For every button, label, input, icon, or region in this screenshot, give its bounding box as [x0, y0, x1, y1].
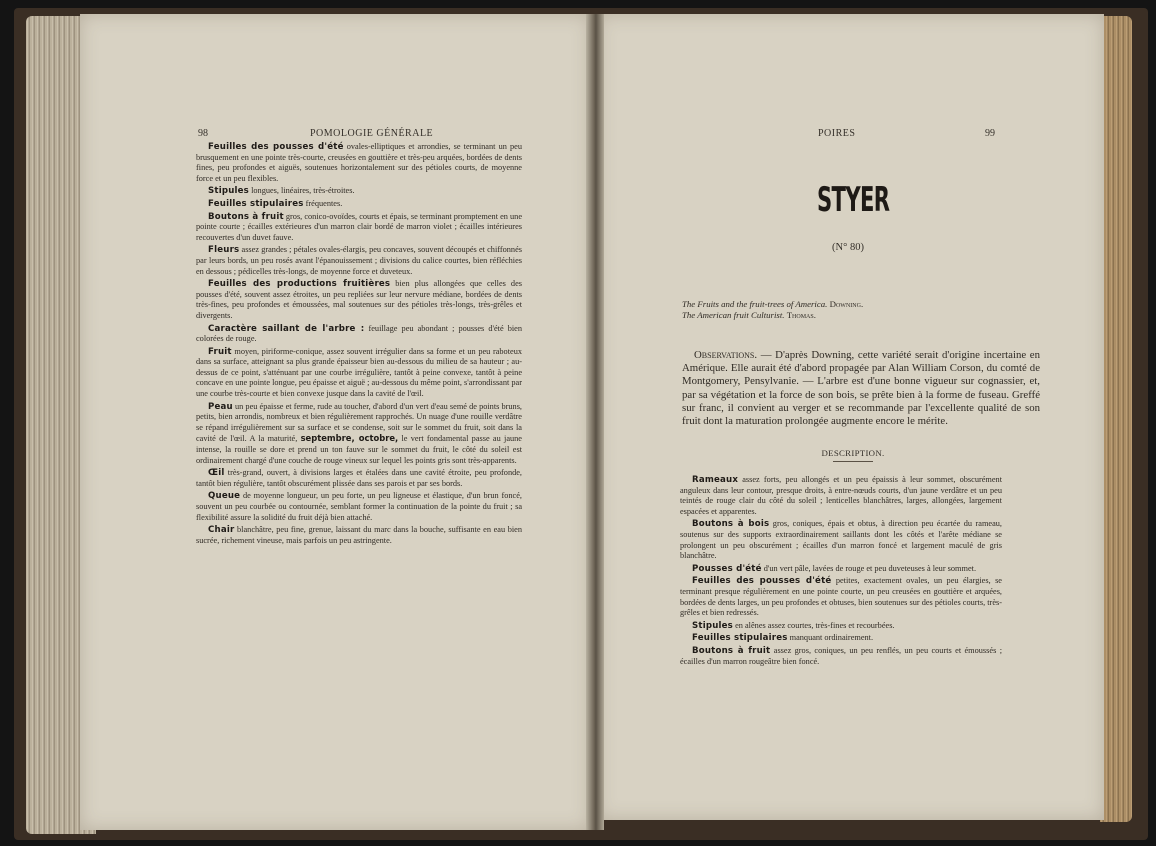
variety-number: (N° 80) — [832, 242, 864, 253]
paragraph-text: gros, conico-ovoïdes, courts et épais, se terminant promptement en une pointe courte ; écailles extérieures d'un marron clair bordé de marron violet ; écailles intérieures recouvertes d'un duvet fauve. — [196, 211, 523, 242]
paragraph-lead: Stipules — [208, 186, 250, 197]
paragraph-text: longues, linéaires, très-étroites. — [249, 186, 355, 196]
paragraph-lead: Feuilles stipulaires — [692, 633, 788, 644]
ripening-date: septembre, octobre, — [300, 433, 399, 444]
paragraph-text: blanchâtre, peu fine, grenue, laissant du marc dans la bouche, suffisante en eau bien sucrée, richement vineuse, mais parfois un peu astringente. — [196, 525, 522, 545]
paragraph — [680, 621, 1002, 632]
description-heading: DESCRIPTION. — [821, 448, 885, 458]
paragraph-text: de moyenne longueur, un peu forte, un peu ligneuse et élastique, d'un brun foncé, souvent un peu courbée ou contournée, semblant former la continuation de la pointe du fruit ; sa flexibilité assure la solidité du fruit déjà bien attaché. — [196, 491, 522, 522]
paragraph-text: petites, exactement ovales, un peu élargies, se terminant presque régulièrement en une pointe courte, un peu creusées en gouttière et arquées, bordées de dents larges, un peu profondes et obtuses, bien soutenues sur des pétioles courts, très-grêles et bien redressés. — [680, 576, 1002, 618]
right-running-head: POIRES — [818, 128, 856, 139]
paragraph-text: assez gros, coniques, un peu renflés, un peu courts et émoussés ; écailles d'un marron rougeâtre bien foncé. — [680, 645, 1002, 666]
paragraph-lead: Œil — [208, 468, 225, 479]
paragraph-lead: Feuilles des productions fruitières — [208, 279, 391, 290]
left-page-text — [196, 142, 522, 548]
paragraph-text: le vert fondamental passe au jaune intense, la rouille se dore et prend un ton fauve sur le sommet du fruit, le côté du soleil est ordinairement chargé d'une couche de rouge vineux sur lequel les points gris sont très-apparents. — [196, 434, 522, 465]
paragraph — [196, 279, 522, 321]
paragraph-lead: Feuilles des pousses d'été — [208, 142, 344, 152]
paragraph-lead: Stipules — [692, 620, 734, 631]
paragraph-text: en alênes assez courtes, très-fines et recourbées. — [733, 620, 895, 630]
paragraph-lead: Feuilles stipulaires — [208, 198, 304, 209]
paragraph — [196, 186, 522, 197]
paragraph-text: ovales-elliptiques et arrondies, se terminant un peu brusquement en une pointe très-courte, creusées en gouttière et très-peu arquées, bordées de dents fines, peu profondes et aiguës, soutenues horizontalement sur des pétioles courts, de moyenne force et un peu flexibles. — [196, 142, 522, 183]
paragraph — [196, 142, 522, 184]
right-page-number: 99 — [985, 128, 995, 139]
paragraph — [196, 212, 522, 244]
paragraph — [680, 475, 1002, 517]
paragraph-lead: Fleurs — [208, 245, 240, 256]
left-page-number: 98 — [198, 128, 208, 139]
paragraph — [196, 245, 522, 277]
paragraph-lead: Pousses d'été — [692, 563, 762, 574]
paragraph-lead: Boutons à fruit — [208, 211, 284, 222]
paragraph-text: d'un vert pâle, lavées de rouge et peu duveteuses à leur sommet. — [761, 563, 977, 573]
paragraph — [196, 525, 522, 546]
observations-text: — D'après Downing, cette variété serait d'origine incertaine en Amérique. Elle aurait été d'abord propagée par Alan William Corson, du comté de Montgomery, Pensylvanie. — L'arbre est d'une bonne vigueur sur cognassier, et, par sa végétation et la force de son bois, se prête bien à la forme de fuseau. Greffé sur franc, il convient au verger et se recommande par l'excellente qualité de son fruit dont la maturation prolongée augmente encore le mérite. — [682, 349, 1040, 428]
heading-rule — [833, 461, 873, 462]
paragraph-lead: Chair — [208, 525, 235, 536]
paragraph-text: un peu épaisse et ferme, rude au toucher, d'abord d'un vert d'eau semé de points bruns, petits, bien arrondis, nombreux et bien régulièrement rapprochés. Un nuage d'une rouille verdâtre se répand irrégulièrement sur sa surface et se condense, soit sur le sommet du fruit, soit dans la cavité de l'œil. A la maturité, — [196, 401, 522, 444]
paragraph — [680, 576, 1002, 618]
paragraph-lead: Fruit — [208, 346, 232, 357]
references — [682, 299, 1042, 321]
reference-item: The American fruit Culturist. Thomas. — [682, 310, 816, 320]
paragraph-lead: Queue — [208, 491, 241, 502]
paragraph — [196, 468, 522, 489]
paragraph-lead: Feuilles des pousses d'été — [692, 576, 832, 587]
paragraph-lead: Rameaux — [692, 475, 739, 485]
variety-title: STYER — [817, 180, 890, 220]
right-page-text — [680, 475, 1002, 669]
paragraph — [196, 199, 522, 210]
paragraph — [680, 564, 1002, 575]
paragraph-text: assez forts, peu allongés et un peu épaissis à leur sommet, obscurément anguleux dans leur contour, presque droits, à entre-nœuds courts, d'un jaune verdâtre et un peu teintés de rouge clair du côté du soleil ; lenticelles blanchâtres, larges, allongées, largement espacées et apparentes. — [680, 475, 1002, 516]
paragraph-lead: Caractère saillant de l'arbre : — [208, 323, 365, 334]
paragraph — [680, 633, 1002, 644]
paragraph — [196, 324, 522, 345]
paragraph-lead: Peau — [208, 401, 233, 412]
paragraph-text: manquant ordinairement. — [787, 633, 874, 643]
paragraph-text: très-grand, ouvert, à divisions larges et étalées dans une cavité étroite, peu profonde, tantôt bien régulière, tantôt obscurément plissée dans ses parois et par ses bords. — [196, 468, 522, 488]
reference-item: The Fruits and the fruit-trees of America. Downing. — [682, 299, 864, 309]
paragraph-text: assez grandes ; pétales ovales-élargis, peu concaves, souvent découpés et chiffonnés par leurs bords, un peu rosés avant l'épanouissement ; divisions du calice courtes, bien réfléchies en dessous ; pédicelles très-longs, de moyenne force et duveteux. — [196, 245, 522, 276]
paragraph — [680, 646, 1002, 667]
paragraph-lead: Boutons à fruit — [692, 645, 771, 656]
paragraph — [196, 347, 522, 400]
paragraph-lead: Boutons à bois — [692, 519, 770, 530]
paragraph — [196, 491, 522, 523]
paragraph-text: bien plus allongées que celles des pousses d'été, souvent assez étroites, un peu repliées sur leur nervure médiane, bordées de dents très-fines, peu profondes et émoussées, mal soutenues sur des pétioles très-longs, très-grêles et divergents. — [196, 279, 522, 320]
paragraph-text: fréquentes. — [303, 198, 343, 208]
paragraph — [680, 519, 1002, 561]
book-gutter — [586, 14, 604, 830]
paragraph-text: moyen, piriforme-conique, assez souvent irrégulier dans sa forme et un peu raboteux dans sa surface, atteignant sa plus grande épaisseur bien au-dessous du milieu de sa hauteur ; au-dessus de ce point, s'atténuant par une courbe irrégulière, tantôt à peine convexe, tantôt à peine concave en une pointe longue, peu épaisse et aiguë ; au-dessous du même point, s'arrondissant par une courbe très-courte et bien convexe jusque dans la cavité de l'œil. — [196, 346, 522, 399]
paragraph — [196, 402, 522, 467]
left-running-head: POMOLOGIE GÉNÉRALE — [310, 128, 434, 139]
observations — [682, 349, 1040, 428]
right-page-edges — [1100, 16, 1132, 822]
observations-label: Observations. — [694, 349, 758, 361]
paragraph-text: feuillage peu abondant ; pousses d'été bien colorées de rouge. — [196, 323, 522, 344]
paragraph-text: gros, coniques, épais et obtus, à direction peu écartée du rameau, soutenus sur des supports extraordinairement saillants dont les côtés et l'arête médiane se prolongent un peu obscurément ; écailles d'un marron foncé et largement maculé de gris blanchâtre. — [680, 519, 1002, 561]
